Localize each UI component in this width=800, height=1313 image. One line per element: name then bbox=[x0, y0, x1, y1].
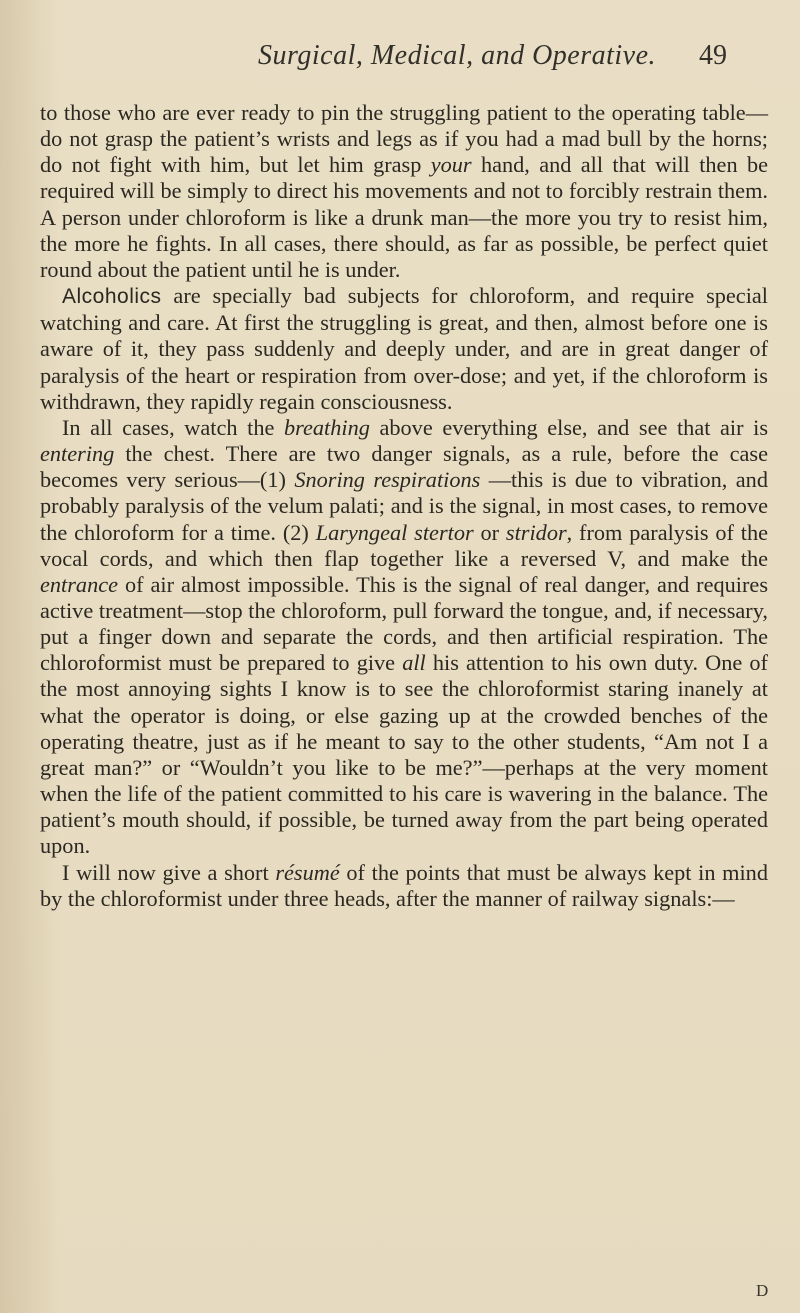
paragraph-alcoholics bbox=[40, 283, 768, 415]
text-run: are specially bad subjects for chloroform, and require special watching and care. At first the struggling is great, and then, almost before one is aware of it, they pass suddenly and deeply under, and are in great danger of paralysis of the heart or respiration from over-dose; and yet, if the chloroform is withdrawn, they rapidly regain consciousness. bbox=[40, 283, 768, 414]
page-number: 49 bbox=[699, 40, 727, 71]
italic-phrase: résumé bbox=[275, 859, 340, 885]
paragraph-resume bbox=[40, 860, 768, 912]
body-text bbox=[40, 100, 768, 912]
text-run: to those who are ever ready to pin the struggling patient to the operating table—do not grasp the patient’s wrists and legs as if you had a mad bull by the horns; do not fight with him, but let him grasp bbox=[40, 100, 768, 178]
paragraph bbox=[40, 100, 768, 283]
text-run: In all cases, watch the bbox=[62, 414, 284, 440]
text-run: hand, and all that will then be required will be simply to direct his movements and not to forcibly restrain them. A person under chloroform is like a drunk man—the more you try to resist him, the more he fights. In all cases, there should, as far as possible, be perfect quiet round about the patient until he is under. bbox=[40, 152, 768, 282]
text-run: I will now give a short bbox=[62, 859, 276, 885]
paragraph-breathing bbox=[40, 415, 768, 860]
italic-phrase: entrance bbox=[40, 571, 119, 597]
italic-phrase: breathing bbox=[283, 414, 370, 440]
lead-word: Alcoholics bbox=[62, 285, 162, 309]
text-run: his attention to his own duty. One of the most annoying sights I know is to see the chloroformist staring inanely at what the operator is doing, or else gazing up at the crowded benches of the operating theatre, just as if he meant to say to the other students, “Am not I a great man?” or “Wouldn’t you like to be me?”—perhaps at the very moment when the life of the patient committed to his care is wavering in the balance. The patient’s mouth should, if possible, be turned away from the part being operated upon. bbox=[40, 650, 768, 859]
text-run: of the points that must be always kept in mind by the chloroformist under three heads, after the manner of railway signals:— bbox=[40, 859, 768, 911]
text-run: or bbox=[473, 519, 506, 545]
signature-mark: D bbox=[756, 1281, 769, 1300]
italic-phrase: Laryngeal stertor bbox=[315, 519, 474, 545]
italic-phrase: entering bbox=[40, 441, 115, 467]
italic-phrase: all bbox=[402, 650, 426, 676]
text-run: —this is due to vibration, and probably paralysis of the velum palati; and is the signal, in most cases, to remove the chloroform for a time. (2) bbox=[40, 467, 768, 545]
text-run: , from paralysis of the vocal cords, and which then flap together like a reversed V, and make the bbox=[40, 519, 768, 571]
italic-phrase: stridor bbox=[505, 519, 567, 545]
running-head: Surgical, Medical, and Operative. bbox=[258, 40, 657, 71]
text-run: the chest. There are two danger signals, as a rule, before the case becomes very serious—(1) bbox=[40, 441, 768, 493]
italic-phrase: Snoring respirations bbox=[294, 467, 481, 493]
italic-phrase: your bbox=[430, 152, 472, 178]
page-header bbox=[0, 40, 800, 80]
text-run: of air almost impossible. This is the signal of real danger, and requires active treatment—stop the chloroform, pull forward the tongue, and, if necessary, put a finger down and separate the cords, and then artificial respiration. The chloroformist must be prepared to give bbox=[40, 571, 768, 676]
text-run: above everything else, and see that air is bbox=[369, 414, 769, 440]
